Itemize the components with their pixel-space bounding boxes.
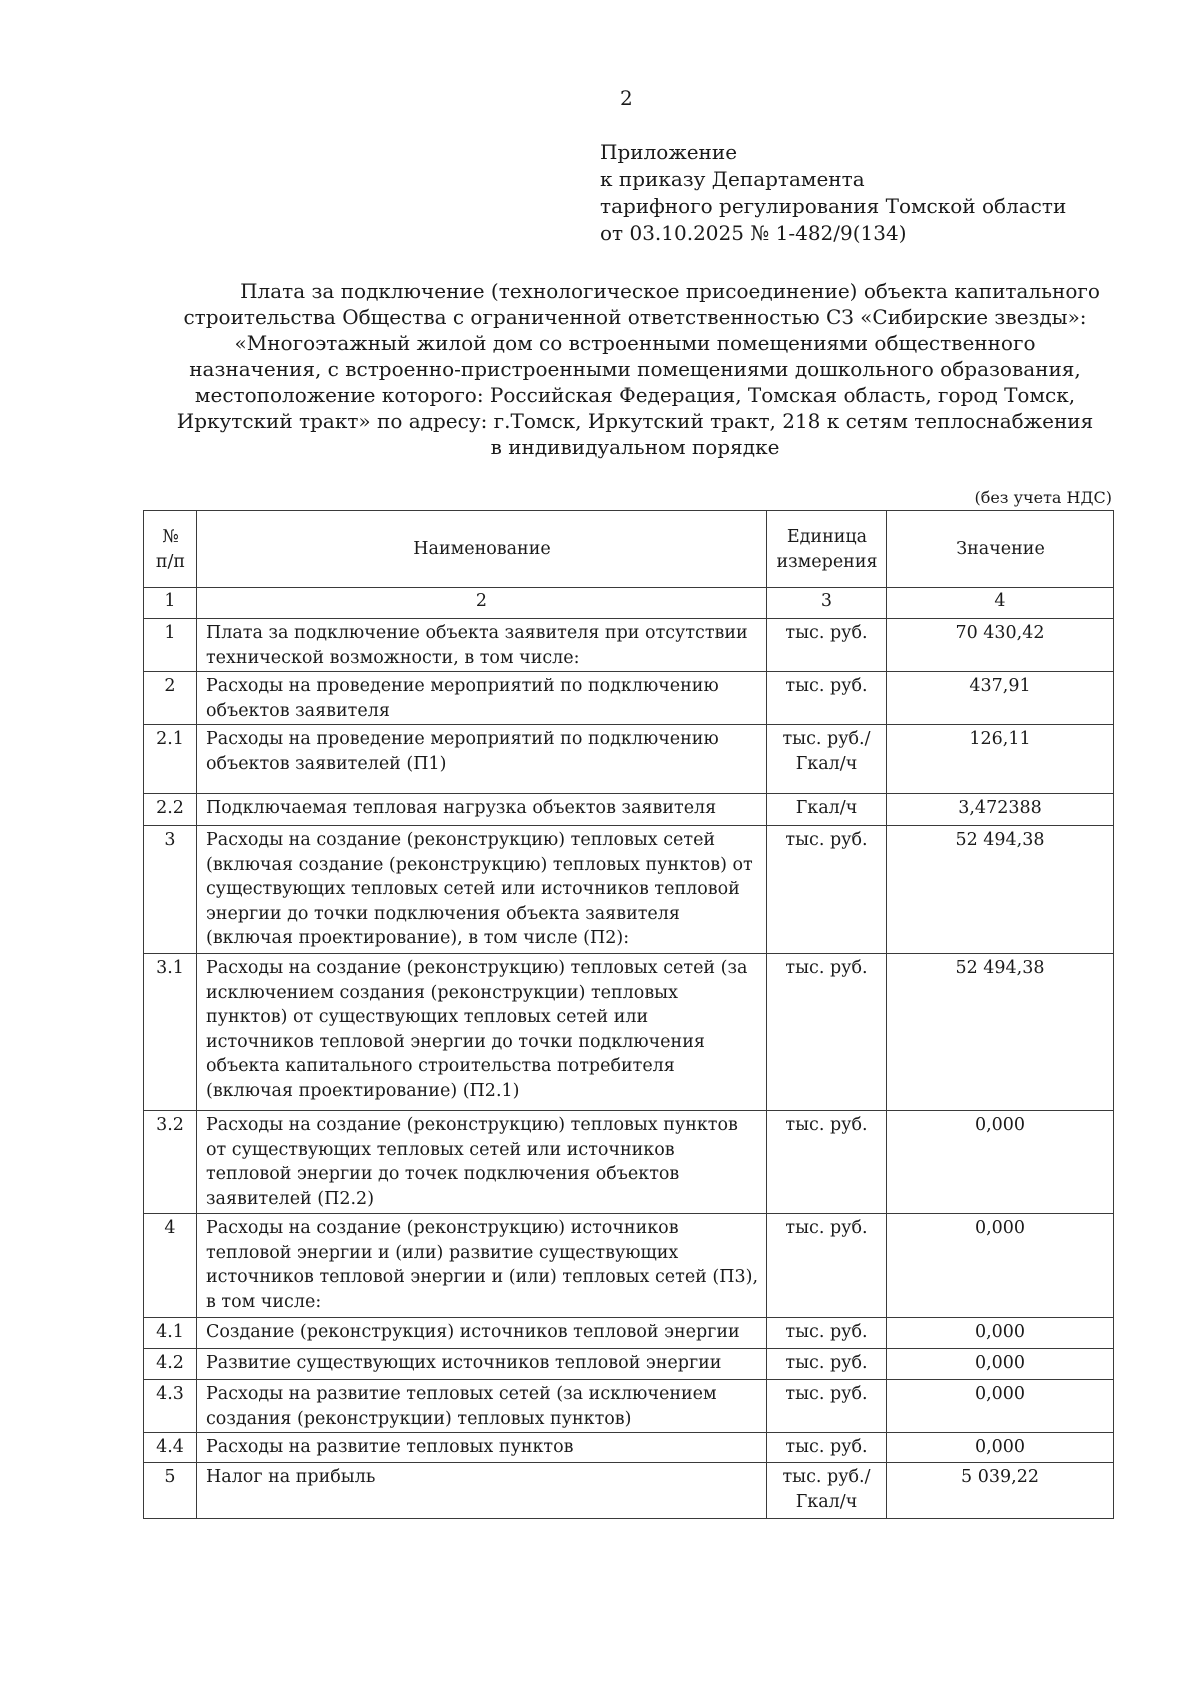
row-value: 52 494,38 [887,826,1114,954]
table-row [144,1463,1114,1519]
appendix-line: Приложение [600,140,738,164]
row-name: Расходы на проведение мероприятий по подключению объектов заявителя [197,672,767,725]
title-line: местоположение которого: Российская Федерация, Томская область, город Томск, [194,383,1076,407]
table-row [144,1380,1114,1433]
table-row [144,725,1114,794]
row-value: 437,91 [887,672,1114,725]
table-row [144,619,1114,672]
row-name: Расходы на проведение мероприятий по подключению объектов заявителей (П1) [197,725,767,794]
row-num: 4.2 [144,1349,197,1380]
row-value: 0,000 [887,1214,1114,1318]
header-num: № п/п [144,511,197,588]
row-value: 126,11 [887,725,1114,794]
row-unit: тыс. руб. [767,619,887,672]
row-unit: тыс. руб. [767,1214,887,1318]
title-line: в индивидуальном порядке [490,435,780,459]
row-unit: тыс. руб. [767,826,887,954]
row-value: 52 494,38 [887,954,1114,1111]
row-name: Создание (реконструкция) источников тепловой энергии [197,1318,767,1349]
vat-note: (без учета НДС) [974,488,1112,507]
row-name: Расходы на создание (реконструкцию) тепловых сетей (включая создание (реконструкцию) тепловых пунктов) от существующих тепловых сетей или источников тепловой энергии до точки подключения объекта заявителя (включая проектирование), в том числе (П2): [197,826,767,954]
row-num: 4.4 [144,1433,197,1463]
header-unit: Единица измерения [767,511,887,588]
column-index: 2 [197,588,767,619]
appendix-line: тарифного регулирования Томской области [600,194,1067,218]
row-unit: тыс. руб. [767,1349,887,1380]
row-name: Налог на прибыль [197,1463,767,1519]
row-num: 4.1 [144,1318,197,1349]
row-unit: тыс. руб. [767,672,887,725]
row-value: 0,000 [887,1433,1114,1463]
column-index: 4 [887,588,1114,619]
title-line: Плата за подключение (технологическое присоединение) объекта капитального [240,279,1100,303]
row-num: 4 [144,1214,197,1318]
row-name: Плата за подключение объекта заявителя при отсутствии технической возможности, в том числе: [197,619,767,672]
row-unit: тыс. руб. [767,1111,887,1214]
table-row [144,794,1114,826]
row-value: 70 430,42 [887,619,1114,672]
row-unit: тыс. руб./ Гкал/ч [767,1463,887,1519]
row-unit: тыс. руб. [767,954,887,1111]
row-value: 0,000 [887,1349,1114,1380]
row-name: Расходы на развитие тепловых сетей (за исключением создания (реконструкции) тепловых пунктов) [197,1380,767,1433]
row-unit: Гкал/ч [767,794,887,826]
row-num: 1 [144,619,197,672]
table-row [144,954,1114,1111]
row-value: 3,472388 [887,794,1114,826]
row-value: 0,000 [887,1380,1114,1433]
table-row [144,1318,1114,1349]
table-row [144,1433,1114,1463]
row-name: Расходы на создание (реконструкцию) источников тепловой энергии и (или) развитие существующих источников тепловой энергии и (или) тепловых сетей (П3), в том числе: [197,1214,767,1318]
column-index-row [144,588,1114,619]
row-unit: тыс. руб./ Гкал/ч [767,725,887,794]
row-name: Расходы на создание (реконструкцию) тепловых сетей (за исключением создания (реконструкции) тепловых пунктов) от существующих тепловых сетей или источников тепловой энергии до точки подключения объекта капитального строительства потребителя (включая проектирование) (П2.1) [197,954,767,1111]
row-num: 2 [144,672,197,725]
row-num: 2.1 [144,725,197,794]
page-number: 2 [620,86,633,110]
row-value: 5 039,22 [887,1463,1114,1519]
row-value: 0,000 [887,1318,1114,1349]
header-name: Наименование [197,511,767,588]
table-header-row [144,511,1114,588]
row-num: 3.1 [144,954,197,1111]
table-row [144,1111,1114,1214]
row-num: 4.3 [144,1380,197,1433]
column-index: 1 [144,588,197,619]
header-value: Значение [887,511,1114,588]
row-name: Подключаемая тепловая нагрузка объектов заявителя [197,794,767,826]
row-unit: тыс. руб. [767,1380,887,1433]
table-row [144,826,1114,954]
title-line: назначения, с встроенно-пристроенными помещениями дошкольного образования, [189,357,1081,381]
row-name: Развитие существующих источников тепловой энергии [197,1349,767,1380]
column-index: 3 [767,588,887,619]
appendix-block [600,139,1066,247]
appendix-line: к приказу Департамента [600,167,865,191]
title-line: Иркутский тракт» по адресу: г.Томск, Иркутский тракт, 218 к сетям теплоснабжения [176,409,1094,433]
row-name: Расходы на развитие тепловых пунктов [197,1433,767,1463]
row-unit: тыс. руб. [767,1318,887,1349]
row-name: Расходы на создание (реконструкцию) тепловых пунктов от существующих тепловых сетей или источников тепловой энергии до точек подключения объектов заявителей (П2.2) [197,1111,767,1214]
row-num: 5 [144,1463,197,1519]
row-num: 2.2 [144,794,197,826]
row-value: 0,000 [887,1111,1114,1214]
appendix-line: от 03.10.2025 № 1-482/9(134) [600,221,907,245]
tariff-table [143,510,1114,1519]
table-row [144,672,1114,725]
title-line: «Многоэтажный жилой дом со встроенными помещениями общественного [234,331,1036,355]
row-unit: тыс. руб. [767,1433,887,1463]
row-num: 3 [144,826,197,954]
row-num: 3.2 [144,1111,197,1214]
document-title [150,278,1120,460]
title-line: строительства Общества с ограниченной ответственностью СЗ «Сибирские звезды»: [183,305,1087,329]
table-row [144,1214,1114,1318]
table-row [144,1349,1114,1380]
